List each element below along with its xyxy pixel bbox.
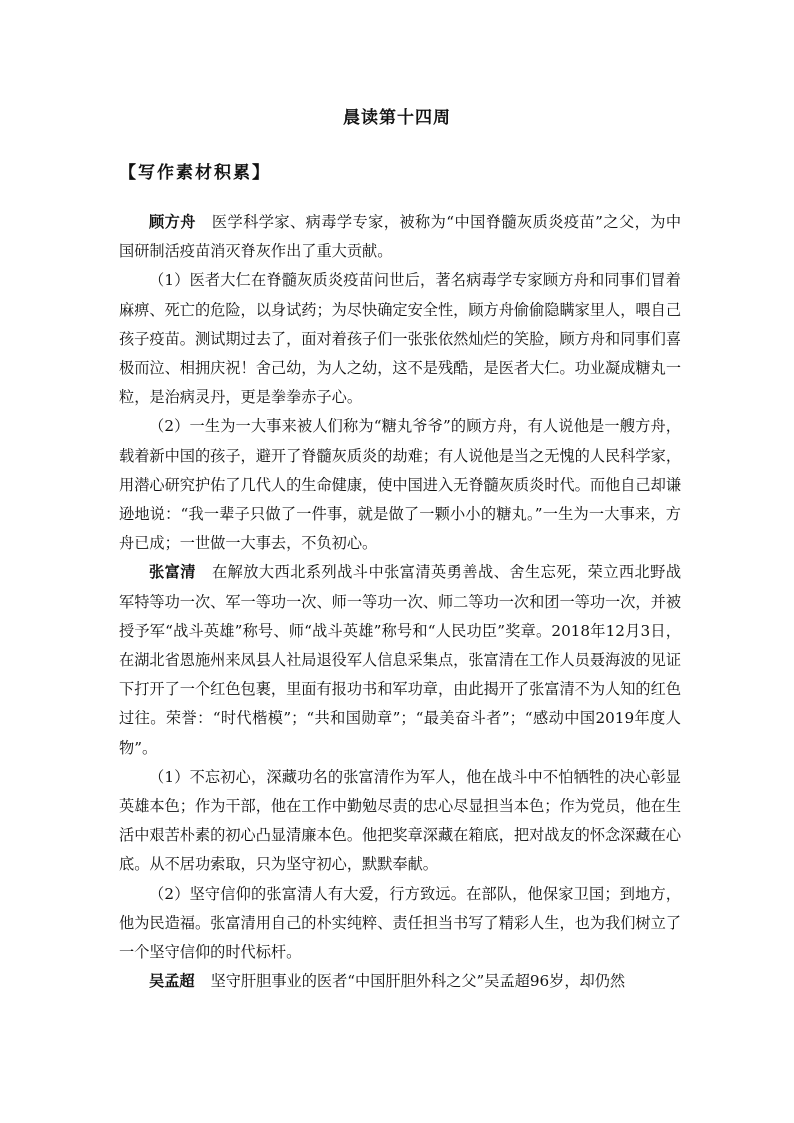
entry-point-paragraph: （1）医者大仁在脊髓灰质炎疫苗问世后，著名病毒学专家顾方舟和同事们冒着麻痹、死亡的危险，以身试药；为尽快确定安全性，顾方舟偷偷隐瞒家里人，喂自己孩子疫苗。测试期过去了，面对着孩子们一张张依然灿烂的笑脸，顾方舟和同事们喜极而泣、相拥庆祝！舍己幼，为人之幼，这不是残酷，是医者大仁。功业凝成糖丸一粒，是治病灵丹，更是拳拳赤子心。: [119, 271, 681, 407]
document-title: 晨读第十四周: [343, 108, 451, 128]
person-name: 张富清: [149, 563, 196, 582]
entry-intro-paragraph: [119, 208, 681, 266]
person-name: 顾方舟: [149, 213, 196, 231]
entry-intro-text: 在解放大西北系列战斗中张富清英勇善战、舍生忘死，荣立西北野战军特等功一次、军一等功一次、师一等功一次、师二等功一次和团一等功一次，并被授予军“战斗英雄”称号、师“战斗英雄”称号和“人民功臣”奖章。2018年12月3日，在湖北省恩施州来凤县人社局退役军人信息采集点，张富清在工作人员聂海波的见证下打开了一个红色包裹，里面有报功书和军功章，由此揭开了张富清不为人知的红色过往。荣誉：“时代楷模”；“共和国勋章”；“最美奋斗者”；“感动中国2019年度人物”。: [119, 563, 682, 757]
section-heading: 【写作素材积累】: [119, 163, 271, 183]
entry-intro-paragraph: [119, 558, 681, 762]
entry-intro-text: 医学科学家、病毒学专家，被称为“中国脊髓灰质炎疫苗”之父，为中国研制活疫苗消灭脊灰作出了重大贡献。: [119, 213, 682, 261]
entry-point-paragraph: （1）不忘初心，深藏功名的张富清作为军人，他在战斗中不怕牺牲的决心彰显英雄本色；作为干部，他在工作中勤勉尽责的忠心尽显担当本色；作为党员，他在生活中艰苦朴素的初心凸显清廉本色。他把奖章深藏在箱底，把对战友的怀念深藏在心底。从不居功索取，只为坚守初心，默默奉献。: [119, 767, 681, 874]
document-body: [119, 208, 681, 996]
person-name: 吴孟超: [149, 972, 195, 991]
entry-intro-text: 坚守肝胆事业的医者“中国肝胆外科之父”吴孟超96岁，却仍然: [210, 972, 626, 991]
entry-intro-paragraph: [119, 967, 681, 996]
entry-point-paragraph: （2）坚守信仰的张富清人有大爱，行方致远。在部队，他保家卫国；到地方，他为民造福。张富清用自己的朴实纯粹、责任担当书写了精彩人生，也为我们树立了一个坚守信仰的时代标杆。: [119, 884, 681, 962]
entry-point-paragraph: （2）一生为一大事来被人们称为“糖丸爷爷”的顾方舟，有人说他是一艘方舟，载着新中国的孩子，避开了脊髓灰质炎的劫难；有人说他是当之无愧的人民科学家，用潜心研究护佑了几代人的生命健康，使中国进入无脊髓灰质炎时代。而他自己却谦逊地说：“我一辈子只做了一件事，就是做了一颗小小的糖丸。”一生为一大事来，方舟已成；一世做一大事去，不负初心。: [119, 417, 681, 553]
